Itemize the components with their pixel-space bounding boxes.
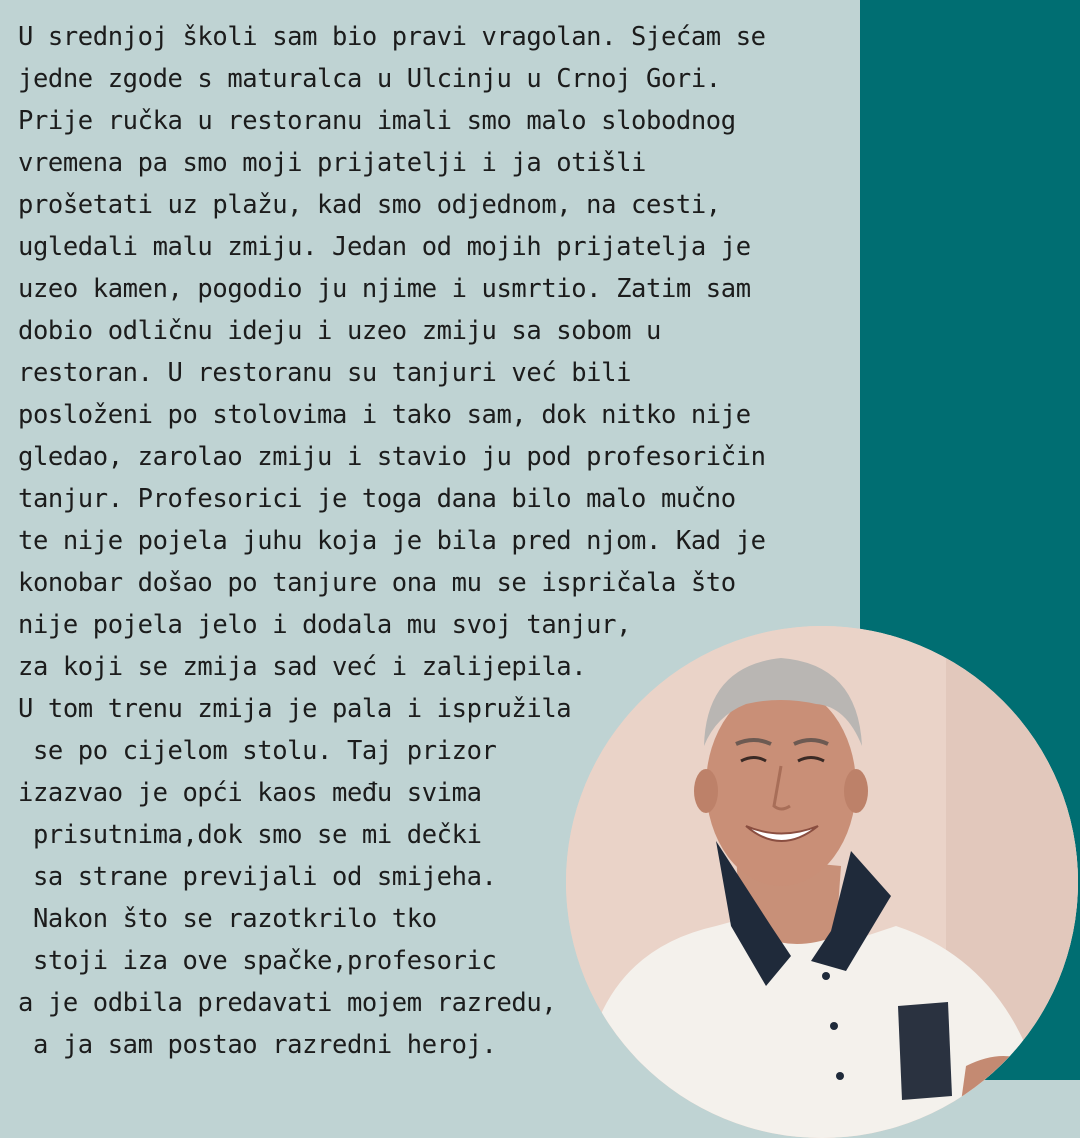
story-line: se po cijelom stolu. Taj prizor: [18, 736, 497, 766]
portrait-illustration: [566, 626, 1078, 1138]
story-line: dobio odličnu ideju i uzeo zmiju sa sobom u: [18, 316, 661, 346]
story-line: posloženi po stolovima i tako sam, dok nitko nije: [18, 400, 751, 430]
story-line: prošetati uz plažu, kad smo odjednom, na cesti,: [18, 190, 721, 220]
story-line: Prije ručka u restoranu imali smo malo slobodnog: [18, 106, 736, 136]
portrait-photo: [566, 626, 1078, 1138]
story-line: za koji se zmija sad već i zalijepila.: [18, 652, 587, 682]
story-line: a je odbila predavati mojem razredu,: [18, 988, 557, 1018]
story-line: uzeo kamen, pogodio ju njime i usmrtio. Zatim sam: [18, 274, 751, 304]
story-line: jedne zgode s maturalca u Ulcinju u Crnoj Gori.: [18, 64, 721, 94]
story-line: ugledali malu zmiju. Jedan od mojih prijatelja je: [18, 232, 751, 262]
story-line: prisutnima,dok smo se mi dečki: [18, 820, 482, 850]
story-line: izazvao je opći kaos među svima: [18, 778, 482, 808]
story-line: te nije pojela juhu koja je bila pred njom. Kad je: [18, 526, 766, 556]
story-line: sa strane previjali od smijeha.: [18, 862, 497, 892]
story-line: restoran. U restoranu su tanjuri već bili: [18, 358, 632, 388]
story-line: stoji iza ove spačke,profesoric: [18, 946, 497, 976]
story-line: nije pojela jelo i dodala mu svoj tanjur,: [18, 610, 632, 640]
story-line: U tom trenu zmija je pala i ispružila: [18, 694, 572, 724]
story-line: U srednjoj školi sam bio pravi vragolan. Sjećam se: [18, 22, 766, 52]
story-line: konobar došao po tanjure ona mu se ispričala što: [18, 568, 736, 598]
story-line: vremena pa smo moji prijatelji i ja otišli: [18, 148, 646, 178]
story-line: tanjur. Profesorici je toga dana bilo malo mučno: [18, 484, 736, 514]
story-line: Nakon što se razotkrilo tko: [18, 904, 437, 934]
story-line: gledao, zarolao zmiju i stavio ju pod profesoričin: [18, 442, 766, 472]
story-line: a ja sam postao razredni heroj.: [18, 1030, 497, 1060]
